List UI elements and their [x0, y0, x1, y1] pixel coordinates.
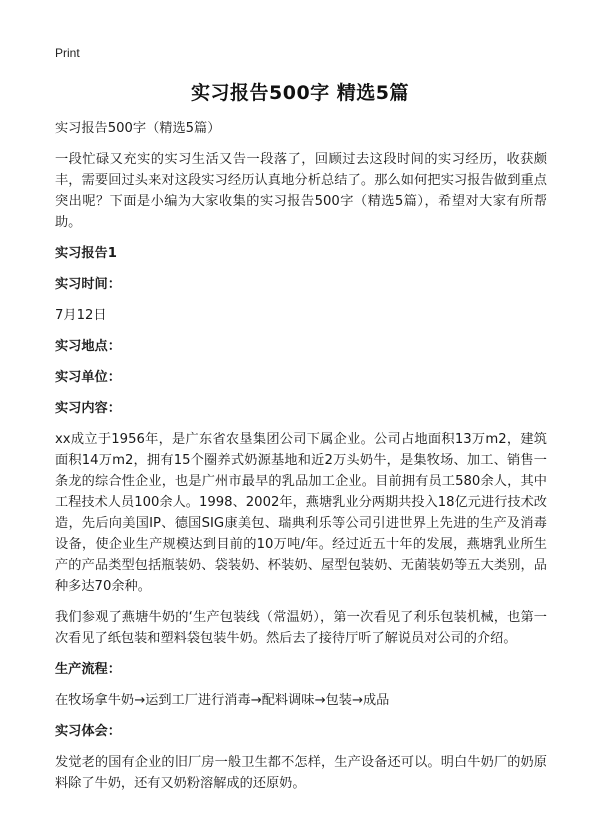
content-label: 实习内容：	[55, 401, 121, 416]
experience-paragraph: 发觉老的国有企业的旧厂房一般卫生都不怎样，生产设备还可以。明白牛奶厂的奶原料除了牛奶，还有又奶粉溶解成的还原奶。	[55, 755, 547, 791]
process-value: 在牧场拿牛奶→运到工厂进行消毒→配料调味→包装→成品	[55, 693, 390, 708]
intro-paragraph: 一段忙碌又充实的实习生活又告一段落了，回顾过去这段时间的实习经历，收获颇丰，需要回过头来对这段实习经历认真地分析总结了。那么如何把实习报告做到重点突出呢？下面是小编为大家收集的实习报告500字（精选5篇），希望对大家有所帮助。	[55, 152, 547, 230]
page-title: 实习报告500字 精选5篇	[191, 82, 409, 104]
place-label: 实习地点：	[55, 339, 121, 354]
report-heading: 实习报告1	[55, 246, 117, 261]
time-value: 7月12日	[55, 308, 107, 323]
unit-label: 实习单位：	[55, 370, 121, 385]
process-label: 生产流程：	[55, 662, 121, 677]
document-subtitle: 实习报告500字（精选5篇）	[55, 121, 221, 136]
content-paragraph-1: xx成立于1956年，是广东省农垦集团公司下属企业。公司占地面积13万m2，建筑面积14万m2，拥有15个圈养式奶源基地和近2万头奶牛，是集牧场、加工、销售一条龙的综合性企业，也是广州市最早的乳品加工企业。目前拥有员工580余人，其中工程技术人员100余人。1998、2002年，燕塘乳业分两期共投入18亿元进行技术改造，先后向美国IP、德国SIG康美包、瑞典利乐等公司引进世界上先进的生产及消毒设备，使企业生产规模达到目前的10万吨/年。经过近五十年的发展，燕塘乳业所生产的产品类型包括瓶装奶、袋装奶、杯装奶、屋型包装奶、无菌装奶等五大类别，品种多达70余种。	[55, 432, 547, 594]
experience-label: 实习体会：	[55, 724, 121, 739]
document-body	[55, 118, 547, 804]
time-label: 实习时间：	[55, 277, 121, 292]
print-link[interactable]: Print	[55, 46, 80, 60]
content-paragraph-2: 我们参观了燕塘牛奶的‘生产包装线（常温奶），第一次看见了利乐包装机械，也第一次看见了纸包装和塑料袋包装牛奶。然后去了接待厅听了解说员对公司的介绍。	[55, 610, 547, 646]
